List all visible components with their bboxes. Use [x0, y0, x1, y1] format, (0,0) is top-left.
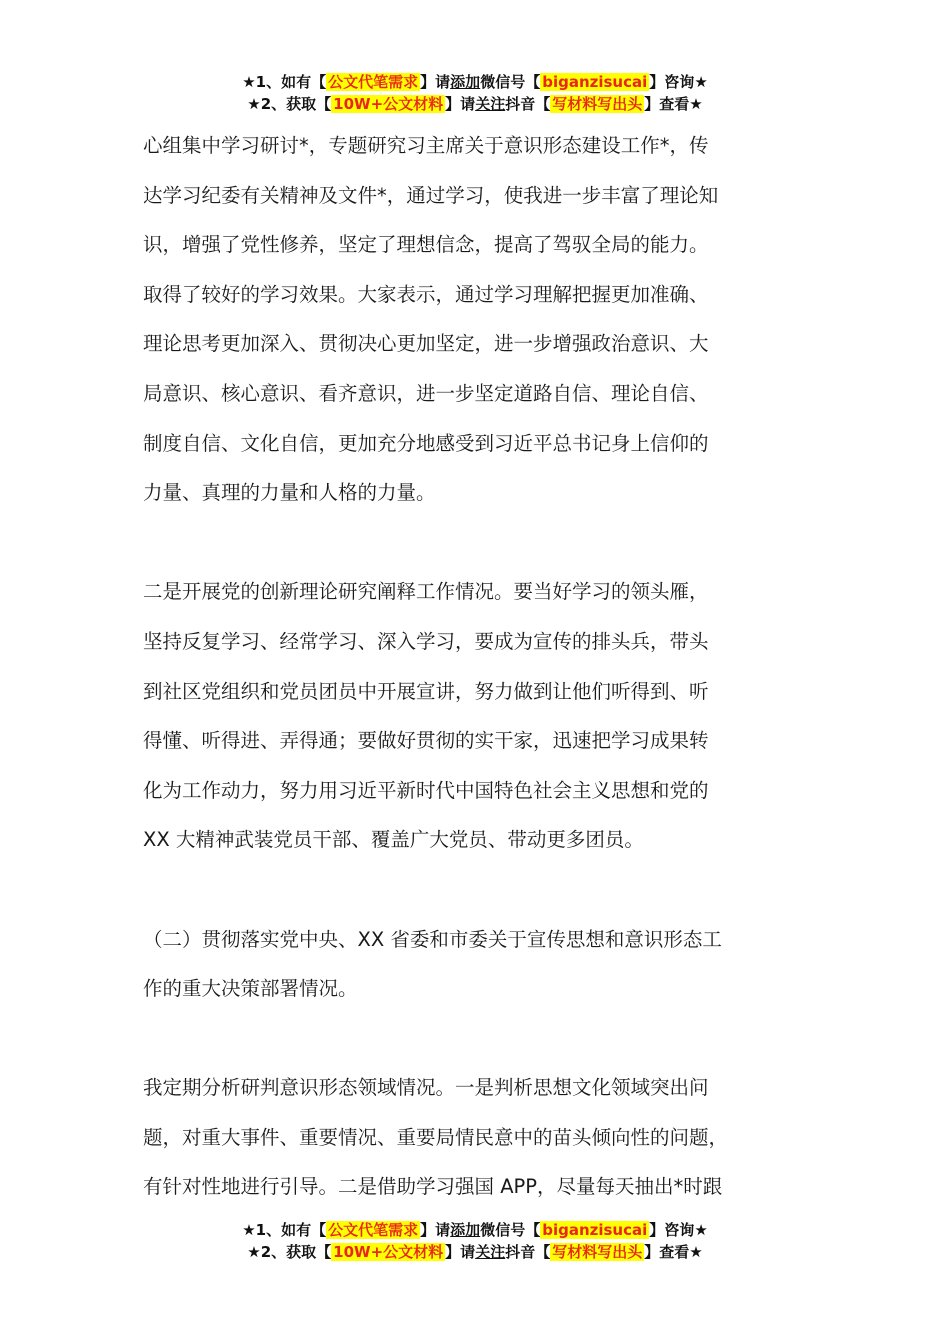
bracket: 】	[649, 1221, 665, 1239]
banner-text: 抖音	[505, 1243, 536, 1261]
banner-text: 1、如有	[255, 73, 312, 91]
star-icon: ★	[694, 1221, 708, 1239]
banner-text: 咨询	[664, 1221, 695, 1239]
bracket: 【	[535, 1243, 551, 1261]
banner-text: 微信号	[480, 73, 526, 91]
star-icon: ★	[694, 73, 708, 91]
text-line: 识，增强了党性修养，坚定了理想信念，提高了驾驭全局的能力。	[143, 233, 709, 257]
text-line: 达学习纪委有关精神及文件*，通过学习，使我进一步丰富了理论知	[143, 183, 719, 207]
banner-text: 请	[460, 95, 476, 113]
highlight-text: 公文代笔需求	[328, 1221, 419, 1239]
text-line: 心组集中学习研讨*，专题研究习主席关于意识形态建设工作*，传	[143, 134, 709, 157]
bracket: 【	[311, 1221, 327, 1239]
bracket: 【	[316, 1243, 332, 1261]
star-icon: ★	[242, 73, 256, 91]
star-icon: ★	[247, 1243, 261, 1261]
banner-text: 请	[460, 1243, 476, 1261]
underlined-text: 关注	[475, 1243, 506, 1261]
highlight-text: 公文代笔需求	[328, 73, 419, 91]
paragraph	[143, 567, 823, 865]
banner-text: 1、如有	[255, 1221, 312, 1239]
highlight-text: biganzisucai	[542, 1221, 648, 1239]
star-icon: ★	[242, 1221, 256, 1239]
banner-line-1	[0, 71, 950, 93]
paragraph	[143, 1063, 823, 1212]
bracket: 】	[644, 95, 660, 113]
banner-line-2	[0, 1241, 950, 1263]
text-line: 取得了较好的学习效果。大家表示，通过学习理解把握更加准确、	[143, 282, 709, 306]
bracket: 【	[525, 1221, 541, 1239]
text-line: 制度自信、文化自信，更加充分地感受到习近平总书记身上信仰的	[143, 431, 709, 455]
banner-text: 2、获取	[260, 1243, 317, 1261]
star-icon: ★	[689, 95, 703, 113]
banner-text: 查看	[659, 95, 690, 113]
banner-text: 查看	[659, 1243, 690, 1261]
bracket: 【	[525, 73, 541, 91]
text-line: 理论思考更加深入、贯彻决心更加坚定，进一步增强政治意识、大	[143, 332, 709, 356]
banner-text: 微信号	[480, 1221, 526, 1239]
banner-text: 抖音	[505, 95, 536, 113]
text-line: （二）贯彻落实党中央、XX 省委和市委关于宣传思想和意识形态工	[143, 927, 722, 951]
banner-line-1	[0, 1219, 950, 1241]
bracket: 【	[311, 73, 327, 91]
highlight-text: 10W+公文材料	[333, 1243, 444, 1261]
text-line: 我定期分析研判意识形态领域情况。一是判析思想文化领域突出问	[143, 1076, 709, 1100]
bracket: 】	[649, 73, 665, 91]
paragraph	[143, 121, 823, 518]
text-line: 坚持反复学习、经常学习、深入学习，要成为宣传的排头兵，带头	[143, 629, 709, 653]
document-body	[143, 121, 823, 1212]
highlight-text: 写材料写出头	[552, 95, 643, 113]
bracket: 】	[445, 95, 461, 113]
header-banner	[0, 71, 950, 115]
text-line: 作的重大决策部署情况。	[143, 977, 358, 1001]
star-icon: ★	[689, 1243, 703, 1261]
bracket: 【	[316, 95, 332, 113]
text-line: 有针对性地进行引导。二是借助学习强国 APP，尽量每天抽出*时跟	[143, 1175, 723, 1199]
highlight-text: 写材料写出头	[552, 1243, 643, 1261]
star-icon: ★	[247, 95, 261, 113]
text-line: 力量、真理的力量和人格的力量。	[143, 481, 436, 505]
bracket: 】	[445, 1243, 461, 1261]
paragraph-gap	[143, 1014, 823, 1064]
banner-text: 请	[435, 73, 451, 91]
underlined-text: 关注	[475, 95, 506, 113]
bracket: 】	[420, 73, 436, 91]
highlight-text: 10W+公文材料	[333, 95, 444, 113]
paragraph	[143, 915, 823, 1014]
text-line: 得懂、听得进、弄得通；要做好贯彻的实干家，迅速把学习成果转	[143, 729, 709, 753]
footer-banner	[0, 1219, 950, 1263]
paragraph-gap	[143, 865, 823, 915]
highlight-text: biganzisucai	[542, 73, 648, 91]
banner-text: 咨询	[664, 73, 695, 91]
text-line: XX 大精神武装党员干部、覆盖广大党员、带动更多团员。	[143, 828, 644, 852]
text-line: 局意识、核心意识、看齐意识，进一步坚定道路自信、理论自信、	[143, 381, 709, 405]
bracket: 】	[644, 1243, 660, 1261]
text-line: 到社区党组织和党员团员中开展宣讲，努力做到让他们听得到、听	[143, 679, 709, 703]
bracket: 】	[420, 1221, 436, 1239]
banner-text: 请	[435, 1221, 451, 1239]
paragraph-gap	[143, 518, 823, 568]
text-line: 化为工作动力，努力用习近平新时代中国特色社会主义思想和党的	[143, 778, 709, 802]
underlined-text: 添加	[450, 1221, 481, 1239]
underlined-text: 添加	[450, 73, 481, 91]
banner-line-2	[0, 93, 950, 115]
banner-text: 2、获取	[260, 95, 317, 113]
bracket: 【	[535, 95, 551, 113]
text-line: 题，对重大事件、重要情况、重要局情民意中的苗头倾向性的问题，	[143, 1125, 729, 1149]
text-line: 二是开展党的创新理论研究阐释工作情况。要当好学习的领头雁，	[143, 580, 709, 604]
